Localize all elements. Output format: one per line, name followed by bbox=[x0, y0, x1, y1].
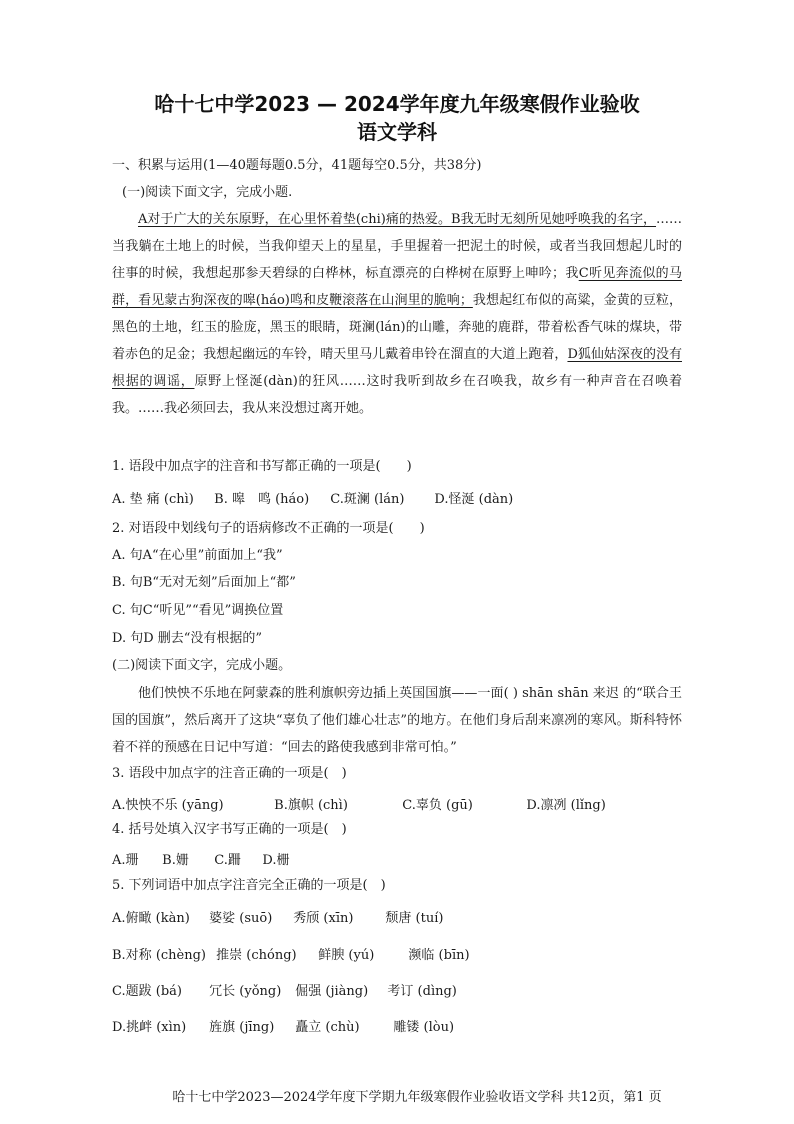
q5-b-word3: 鲜腴 (yú) bbox=[318, 948, 375, 963]
q5-a-word3: 秀颀 (xīn) bbox=[293, 911, 354, 926]
exam-subject: 语文学科 bbox=[357, 120, 437, 144]
q5-row-b bbox=[112, 944, 470, 963]
q5-row-d bbox=[112, 1016, 454, 1035]
q2-option-d: D. 句D 删去“没有根据的” bbox=[112, 631, 263, 646]
q2-option-a: A. 句A“在心里”前面加上“我” bbox=[112, 548, 283, 563]
passage1-text2: 我想起红布似的高粱，金黄的豆粒，黑色的土地，红玉的脸庞，黑玉的眼睛，斑澜(lán)的山雕，奔驰的鹿群，带着松香气味的煤块，带着赤色的足金；我想起幽远的车铃，晴天里马儿戴着串铃在溜直的大道上跑着， bbox=[112, 293, 682, 362]
q5-d-word1: D.挑衅 (xìn) bbox=[112, 1020, 187, 1035]
part1-heading: (一)阅读下面文字，完成小题. bbox=[122, 185, 293, 200]
question-3-stem: 3. 语段中加点字的注音正确的一项是( ) bbox=[112, 766, 347, 781]
q3-option-a: A.怏怏不乐 (yāng) bbox=[112, 798, 224, 813]
q5-b-word2: 推崇 (chóng) bbox=[216, 948, 297, 963]
question-1-options bbox=[112, 488, 513, 507]
q4-option-b: B.姗 bbox=[162, 853, 189, 868]
q5-d-word3: 矗立 (chù) bbox=[295, 1020, 360, 1035]
q5-c-word4: 考订 (dìng) bbox=[387, 984, 457, 999]
q2-option-c: C. 句C“听见”“看见”调换位置 bbox=[112, 603, 284, 618]
q3-option-d: D.凛冽 (lǐng) bbox=[526, 798, 606, 813]
sentence-d: D狐仙姑深夜的没有根据的调谣， bbox=[112, 347, 682, 389]
sentence-a: A对于广大的关东原野，在心里怀着垫(chi)痛的热爱。 bbox=[138, 212, 451, 227]
q2-option-b: B. 句B“无对无刻”后面加上“都” bbox=[112, 575, 296, 590]
sentence-c: C听见奔流似的马群，看见蒙古狗深夜的嗥(háo)鸣和皮鞭滚落在山涧里的脆响； bbox=[112, 266, 682, 308]
q4-option-d: D.栅 bbox=[262, 853, 290, 868]
q5-a-word4: 颓唐 (tuí) bbox=[385, 911, 444, 926]
q5-b-word1: B.对称 (chèng) bbox=[112, 948, 207, 963]
q4-option-a: A.珊 bbox=[112, 853, 139, 868]
q1-option-c: C.斑澜 (lán) bbox=[330, 492, 405, 507]
q1-option-a: A. 垫 痛 (chì) bbox=[112, 492, 194, 507]
q5-a-word2: 婆娑 (suō) bbox=[209, 911, 273, 926]
question-2-stem: 2. 对语段中划线句子的语病修改不正确的一项是( ) bbox=[112, 521, 425, 536]
q5-c-word2: 冗长 (yǒng) bbox=[209, 984, 282, 999]
q5-a-word1: A.俯瞰 (kàn) bbox=[112, 911, 190, 926]
q5-row-c bbox=[112, 980, 457, 999]
exam-title: 哈十七中学2023 — 2024学年度九年级寒假作业验收 bbox=[154, 92, 640, 116]
question-3-options bbox=[112, 794, 606, 813]
q3-option-c: C.辜负 (gū) bbox=[402, 798, 473, 813]
q1-option-d: D.怪涎 (dàn) bbox=[434, 492, 514, 507]
q5-d-word2: 旌旗 (jīng) bbox=[209, 1020, 275, 1035]
question-4-stem: 4. 括号处填入汉字书写正确的一项是( ) bbox=[112, 822, 347, 837]
passage-1 bbox=[112, 206, 682, 422]
q5-b-word4: 濒临 (bīn) bbox=[408, 948, 470, 963]
question-5-stem: 5. 下列词语中加点字注音完全正确的一项是( ) bbox=[112, 878, 386, 893]
part2-heading: (二)阅读下面文字，完成小题。 bbox=[112, 658, 292, 673]
q4-option-c: C.跚 bbox=[214, 853, 241, 868]
q1-option-b: B. 嗥 鸣 (háo) bbox=[214, 492, 310, 507]
page-footer: 哈十七中学2023—2024学年度下学期九年级寒假作业验收语文学科 共12页，第1 页 bbox=[172, 1090, 662, 1105]
q5-c-word1: C.题跋 (bá) bbox=[112, 984, 182, 999]
question-1-stem: 1. 语段中加点字的注音和书写都正确的一项是( ) bbox=[112, 459, 412, 474]
q5-row-a bbox=[112, 907, 443, 926]
q3-option-b: B.旗帜 (chì) bbox=[274, 798, 348, 813]
section-heading: 一、积累与运用(1—40题每题0.5分，41题每空0.5分，共38分) bbox=[112, 158, 482, 173]
q5-d-word4: 雕镂 (lòu) bbox=[393, 1020, 455, 1035]
question-4-options bbox=[112, 849, 290, 868]
sentence-b: B我无时无刻所见她呼唤我的名字， bbox=[451, 212, 657, 227]
passage1-text3: 原野上怪涎(dàn)的狂风……这时我听到故乡在召唤我，故乡有一种声音在召唤着我。……我必须回去，我从来没想过离开她。 bbox=[112, 374, 682, 416]
passage-2 bbox=[112, 680, 682, 761]
passage1-text1: ……当我躺在土地上的时候，当我仰望天上的星星，手里握着一把泥土的时候，或者当我回想起儿时的往事的时候，我想起那参天碧绿的白桦林，标直漂亮的白桦树在原野上呻吟；我 bbox=[112, 212, 683, 281]
passage2-text: 他们怏怏不乐地在阿蒙森的胜利旗帜旁边插上英国国旗——一面( ) shān shān 来迟 的“联合王国的国旗”，然后离开了这块“辜负了他们雄心壮志”的地方。在他们身后刮来凛冽的寒风。斯科特怀着不祥的预感在日记中写道：“回去的路使我感到非常可怕。” bbox=[112, 686, 682, 755]
q5-c-word3: 倔强 (jiàng) bbox=[295, 984, 369, 999]
